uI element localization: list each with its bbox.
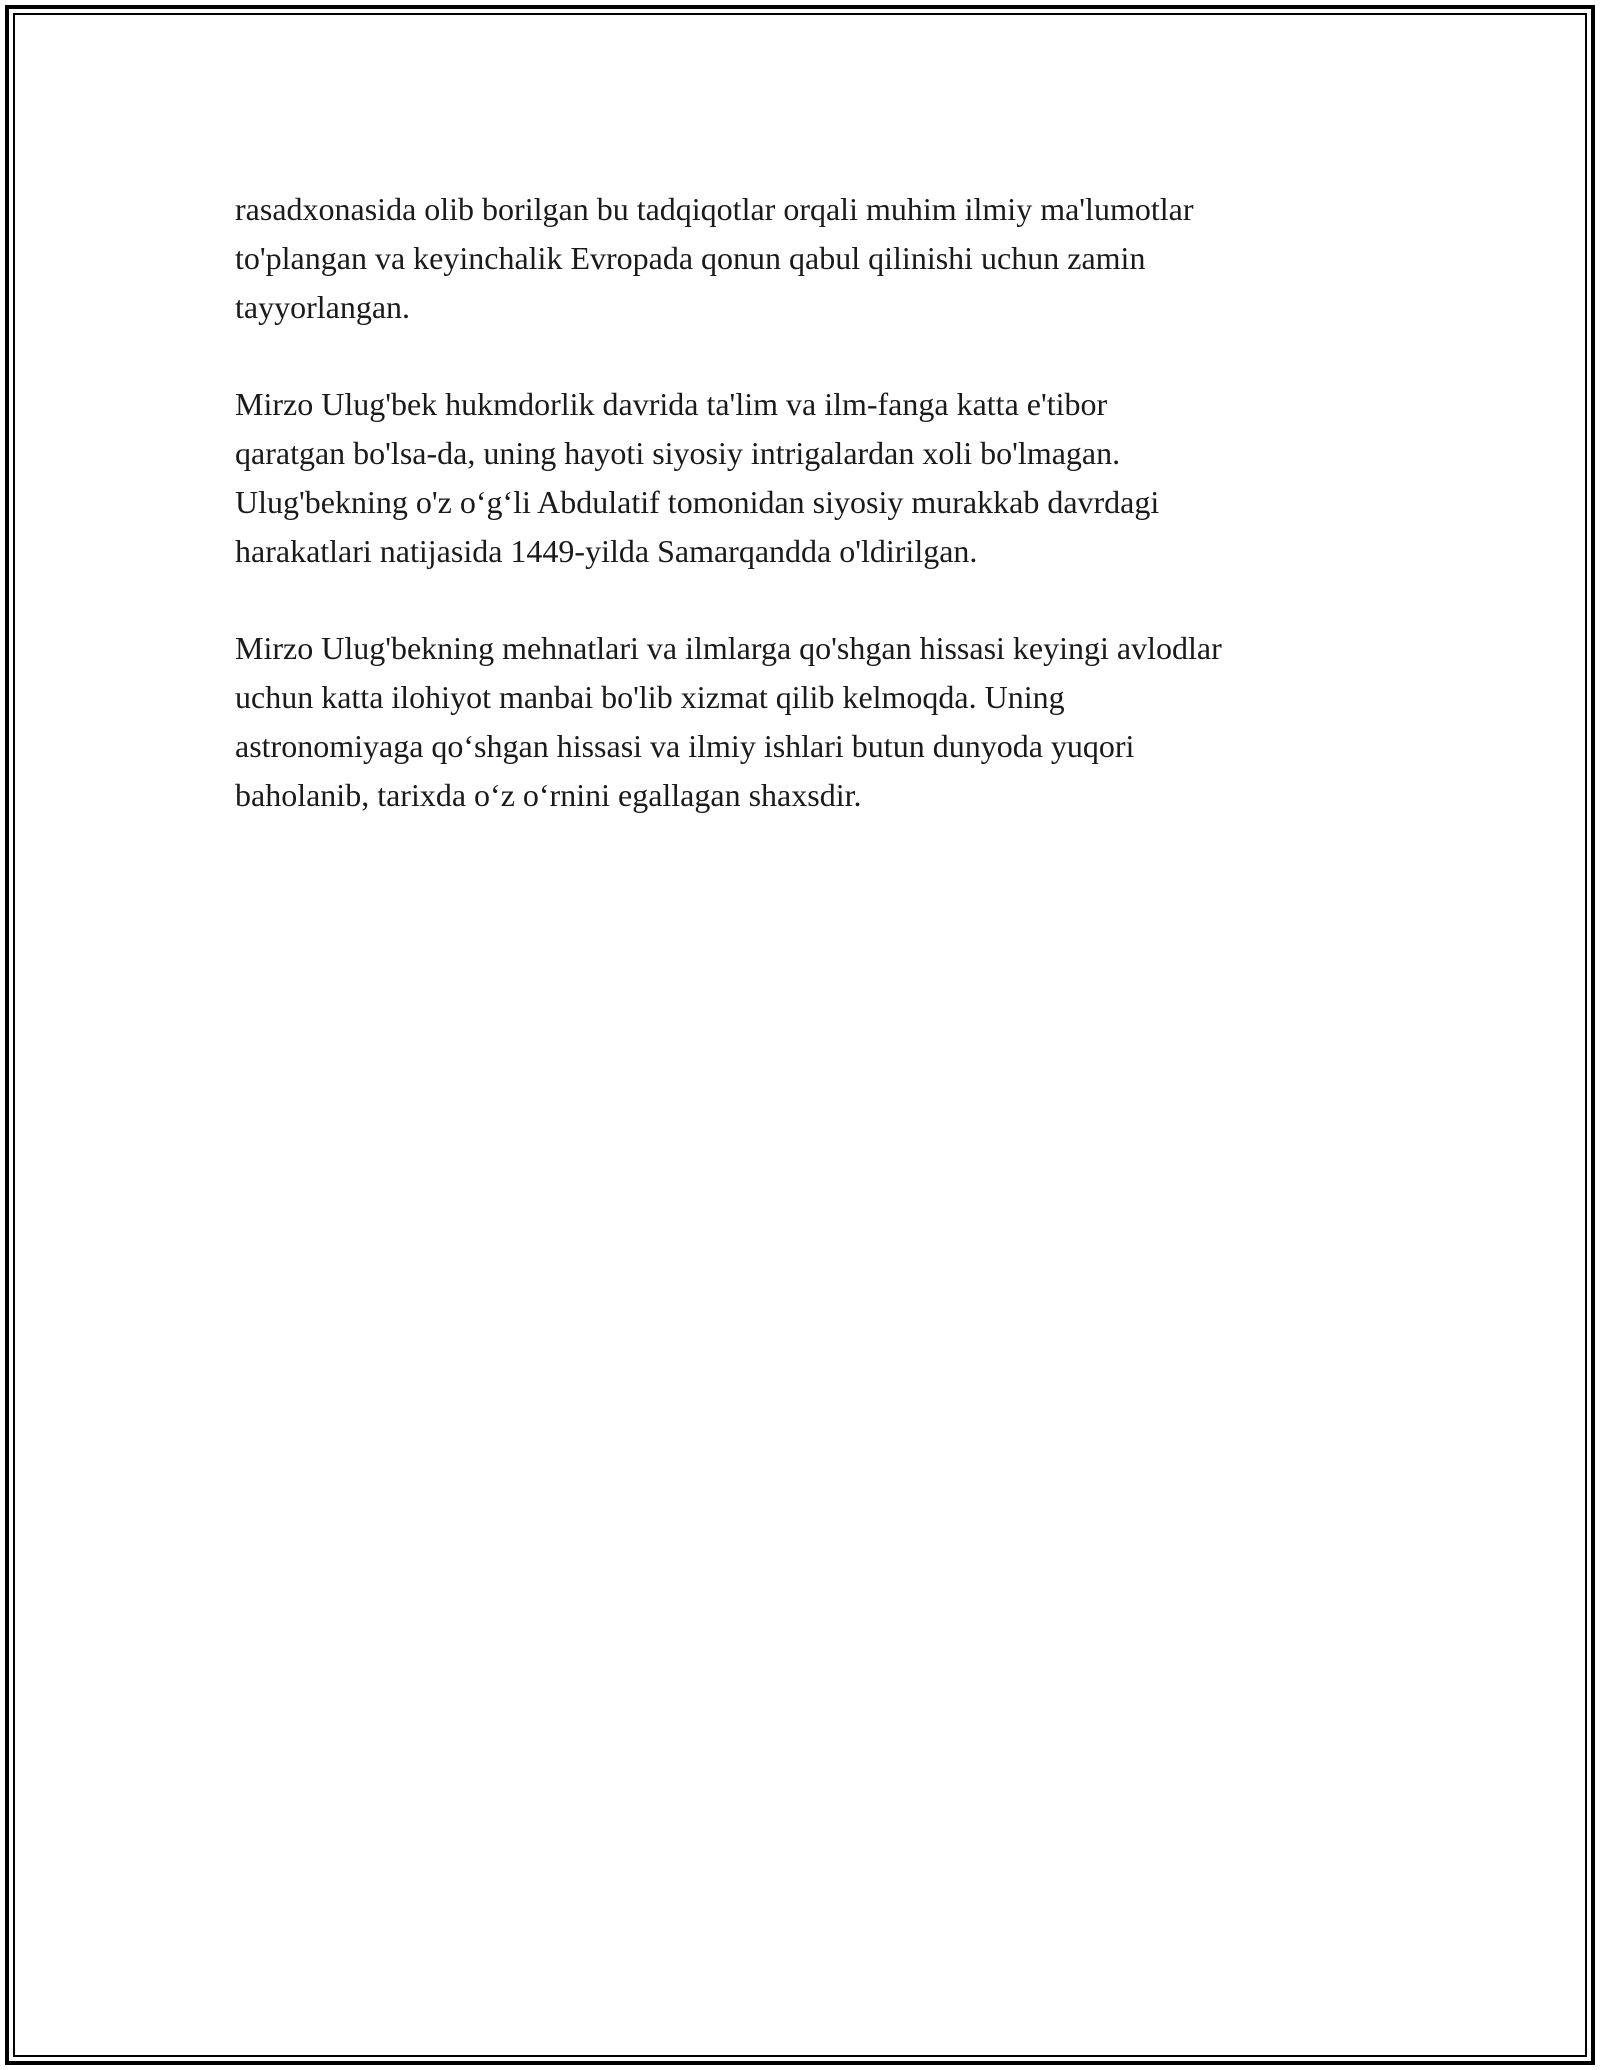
text-line: to'plangan va keyinchalik Evropada qonun qabul qilinishi uchun zamin xyxy=(235,240,1146,276)
text-line: rasadxonasida olib borilgan bu tadqiqotlar orqali muhim ilmiy ma'lumotlar xyxy=(235,191,1194,227)
text-line: baholanib, tarixda o‘z o‘rnini egallagan shaxsdir. xyxy=(235,777,862,813)
paragraph-observatory-research xyxy=(235,185,1385,332)
document-body xyxy=(235,185,1385,868)
text-line: Ulug'bekning o'z o‘g‘li Abdulatif tomonidan siyosiy murakkab davrdagi xyxy=(235,484,1160,520)
text-line: tayyorlangan. xyxy=(235,289,411,325)
text-line: astronomiyaga qo‘shgan hissasi va ilmiy ishlari butun dunyoda yuqori xyxy=(235,728,1135,764)
paragraph-political-life xyxy=(235,380,1385,576)
text-line: harakatlari natijasida 1449-yilda Samarqandda o'ldirilgan. xyxy=(235,533,978,569)
text-line: Mirzo Ulug'bek hukmdorlik davrida ta'lim va ilm-fanga katta e'tibor xyxy=(235,386,1108,422)
text-line: qaratgan bo'lsa-da, uning hayoti siyosiy intrigalardan xoli bo'lmagan. xyxy=(235,435,1121,471)
text-line: Mirzo Ulug'bekning mehnatlari va ilmlarga qo'shgan hissasi keyingi avlodlar xyxy=(235,630,1222,666)
text-line: uchun katta ilohiyot manbai bo'lib xizmat qilib kelmoqda. Uning xyxy=(235,679,1065,715)
paragraph-legacy xyxy=(235,624,1385,820)
